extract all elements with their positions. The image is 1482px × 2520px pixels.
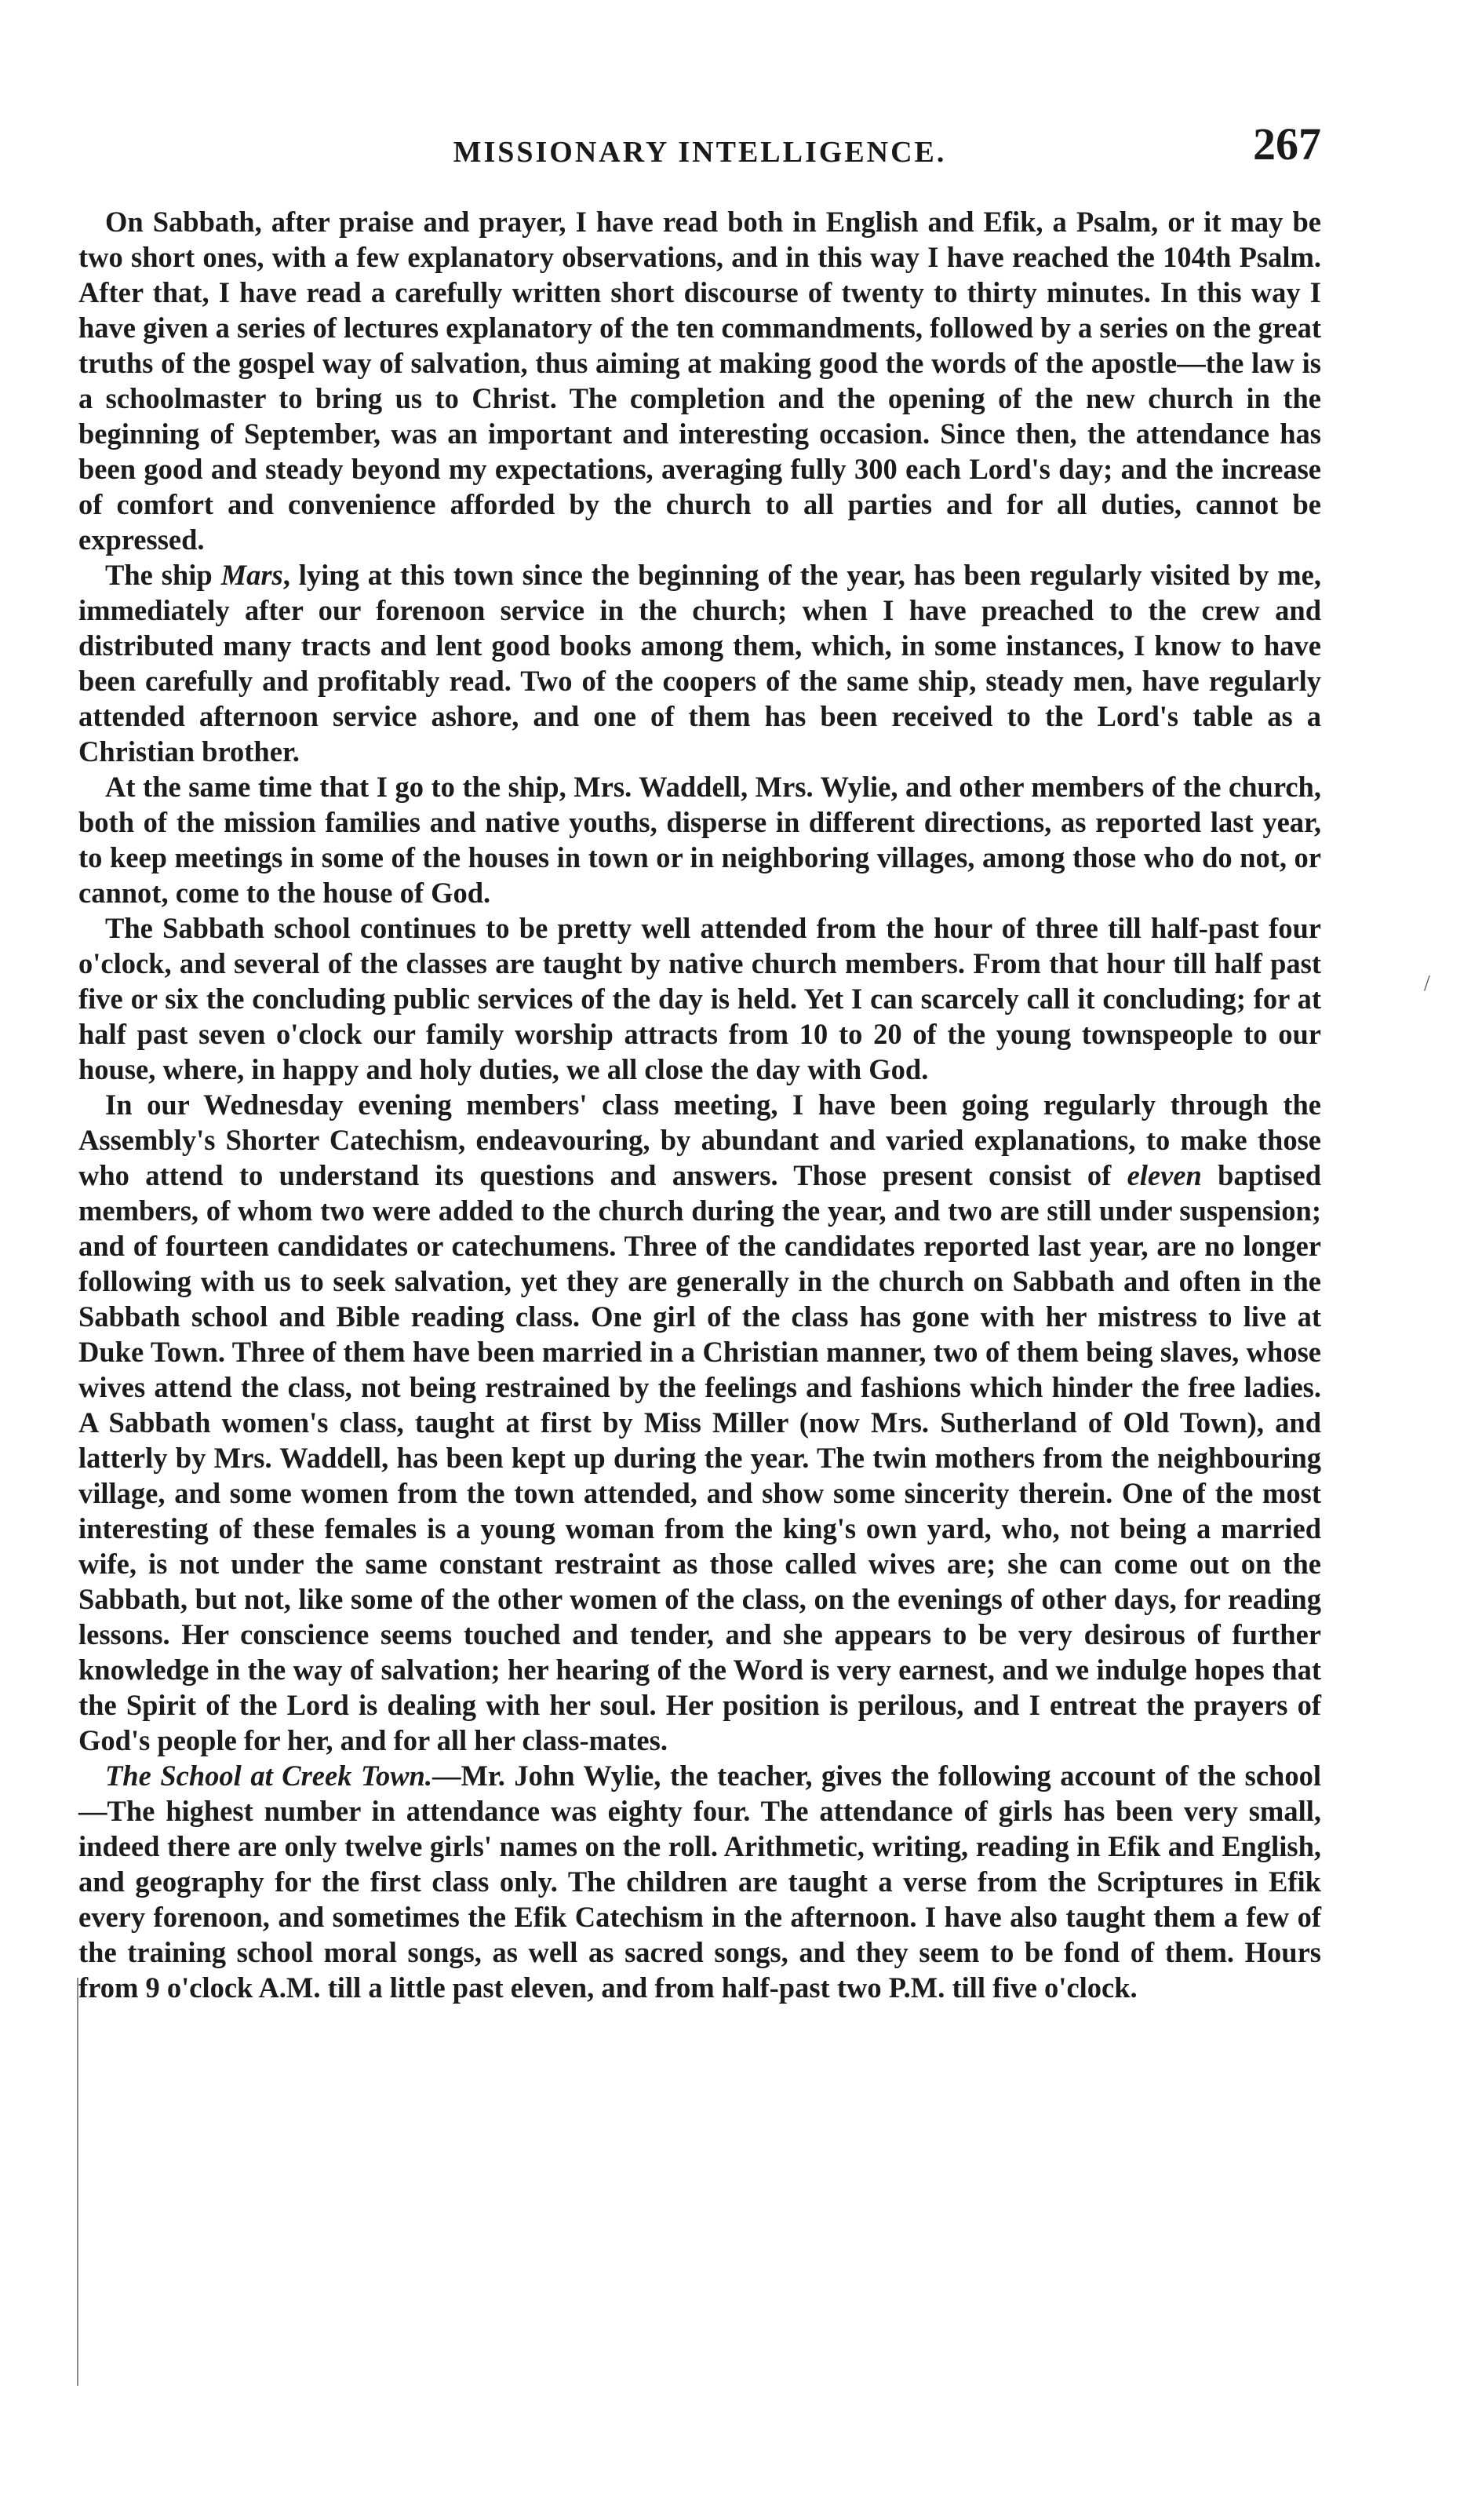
paragraph-ship-mars <box>78 557 1321 769</box>
running-head: MISSIONARY INTELLIGENCE. <box>453 136 947 169</box>
margin-rule <box>77 1978 78 2386</box>
paragraph-text: —Mr. John Wylie, the teacher, gives the following account of the school—The highest number in attendance was eighty four. The attendance of girls has been very small, indeed there are only twelve girls' names on the roll. Arithmetic, writing, reading in Efik and English, and geography for the first class only. The children are taught a verse from the Scriptures in Efik every forenoon, and sometimes the Efik Catechism in the afternoon. I have also taught them a few of the training school moral songs, as well as sacred songs, and they seem to be fond of them. Hours from 9 o'clock A.M. till a little past eleven, and from half-past two P.M. till five o'clock. <box>78 1760 1321 2004</box>
paragraph-class-meeting <box>78 1087 1321 1758</box>
paragraph-text: In our Wednesday evening members' class meeting, I have been going regularly through the Assembly's Shorter Catechism, endeavouring, by abundant and varied explanations, to make those who attend to understand its questions and answers. Those present consist of <box>78 1089 1321 1191</box>
paragraph-sabbath-worship: On Sabbath, after praise and prayer, I have read both in English and Efik, a Psalm, or it may be two short ones, with a few explanatory observations, and in this way I have reached the 104th Psalm. After that, I have read a carefully written short discourse of twenty to thirty minutes. In this way I have given a series of lectures explanatory of the ten commandments, followed by a series on the great truths of the gospel way of salvation, thus aiming at making good the words of the apostle—the law is a schoolmaster to bring us to Christ. The completion and the opening of the new church in the beginning of September, was an important and interesting occasion. Since then, the attendance has been good and steady beyond my expectations, averaging fully 300 each Lord's day; and the increase of comfort and convenience afforded by the church to all parties and for all duties, cannot be expressed. <box>78 206 1321 556</box>
paragraph-text: , lying at this town since the beginning of the year, has been regularly visited by me, immediately after our forenoon service in the church; when I have preached to the crew and distributed many tracts and lent good books among them, which, in some instances, I know to have been carefully and profitably read. Two of the coopers of the same ship, steady men, have regularly attended afternoon service ashore, and one of them has been received to the Lord's table as a Christian brother. <box>78 559 1321 768</box>
paragraph-creek-town-school <box>78 1758 1321 2005</box>
section-heading: The School at Creek Town. <box>105 1760 432 1792</box>
body-text <box>78 204 1321 2005</box>
italic-word: eleven <box>1127 1159 1202 1191</box>
paragraph-sabbath-school: The Sabbath school continues to be pretty well attended from the hour of three till half-past four o'clock, and several of the classes are taught by native church members. From that hour till half past five or six the concluding public services of the day is held. Yet I can scarcely call it concluding; for at half past seven o'clock our family worship attracts from 10 to 20 of the young townspeople to our house, where, in happy and holy duties, we all close the day with God. <box>78 912 1321 1085</box>
page-header <box>78 118 1321 181</box>
page-number: 267 <box>1253 119 1321 170</box>
paragraph-meetings: At the same time that I go to the ship, Mrs. Waddell, Mrs. Wylie, and other members of the church, both of the mission families and native youths, disperse in different directions, as reported last year, to keep meetings in some of the houses in town or in neighboring villages, among those who do not, or cannot, come to the house of God. <box>78 771 1321 909</box>
ship-name: Mars <box>220 559 283 591</box>
paragraph-text: The ship <box>105 559 221 591</box>
margin-mark: / <box>1424 972 1430 996</box>
paragraph-text: baptised members, of whom two were added to the church during the year, and two are still under suspension; and of fourteen candidates or catechumens. Three of the candidates reported last year, are no longer following with us to seek salvation, yet they are generally in the church on Sabbath and often in the Sabbath school and Bible reading class. One girl of the class has gone with her mistress to live at Duke Town. Three of them have been married in a Christian manner, two of them being slaves, whose wives attend the class, not being restrained by the feelings and fashions which hinder the free ladies. A Sabbath women's class, taught at first by Miss Miller (now Mrs. Sutherland of Old Town), and latterly by Mrs. Waddell, has been kept up during the year. The twin mothers from the neighbouring village, and some women from the town attended, and show some sincerity therein. One of the most interesting of these females is a young woman from the king's own yard, who, not being a married wife, is not under the same constant restraint as those called wives are; she can come out on the Sabbath, but not, like some of the other women of the class, on the evenings of other days, for reading lessons. Her conscience seems touched and tender, and she appears to be very desirous of further knowledge in the way of salvation; her hearing of the Word is very earnest, and we indulge hopes that the Spirit of the Lord is dealing with her soul. Her position is perilous, and I entreat the prayers of God's people for her, and for all her class-mates. <box>78 1159 1321 1756</box>
